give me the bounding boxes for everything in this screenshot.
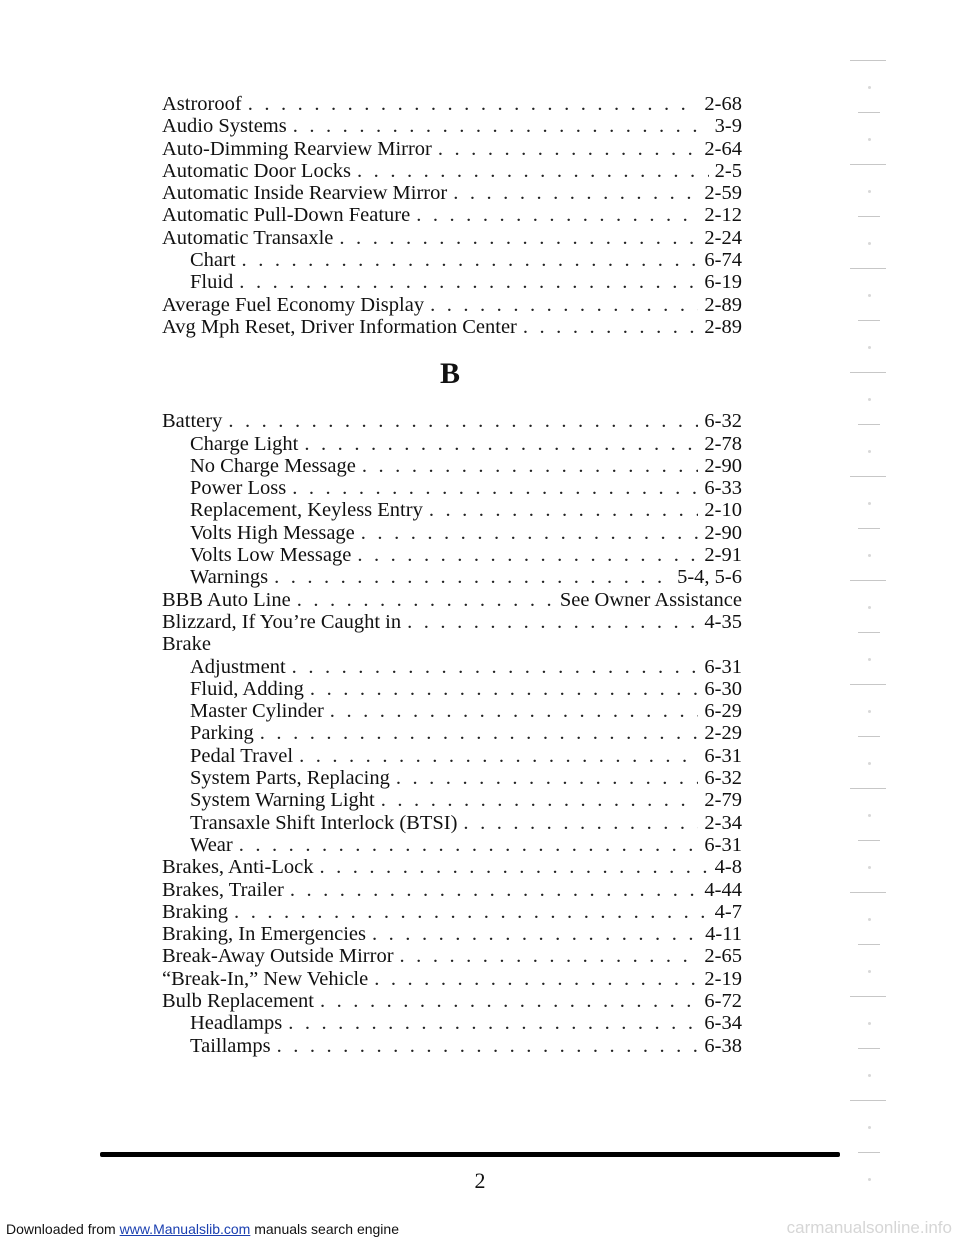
entry-page: 6-74: [704, 249, 742, 272]
scan-dot: [868, 658, 871, 661]
entry-page: 2-5: [714, 159, 742, 182]
entry-page: 6-33: [704, 477, 742, 500]
entry-page: 6-29: [704, 700, 742, 723]
entry-page: 4-11: [705, 923, 742, 946]
leader-dots: [234, 901, 709, 923]
entry-label: Brake: [162, 633, 211, 656]
entry-label: Battery: [162, 410, 223, 433]
index-entry: [162, 789, 742, 811]
index-entry: [162, 93, 742, 115]
leader-dots: [372, 923, 699, 945]
leader-dots: [407, 611, 698, 633]
entry-label: Astroroof: [162, 93, 242, 115]
section-letter-b: B: [439, 357, 460, 391]
entry-label: Auto-Dimming Rearview Mirror: [162, 137, 432, 160]
entry-page: 2-59: [704, 182, 742, 205]
entry-page: See Owner Assistance: [559, 588, 742, 611]
scan-dot: [868, 138, 871, 141]
index-entry: [162, 204, 742, 226]
entry-page: 2-91: [704, 544, 742, 567]
leader-dots: [299, 745, 698, 767]
leader-dots: [416, 204, 698, 226]
leader-dots: [290, 879, 699, 901]
leader-dots: [362, 455, 699, 477]
entry-label: Break-Away Outside Mirror: [162, 945, 394, 968]
scan-tick: [858, 840, 880, 841]
margin-scan-marks: [850, 40, 910, 1160]
index-entry: [162, 271, 742, 293]
entry-page: 2-90: [704, 454, 742, 477]
index-entry: [162, 522, 742, 544]
index-entry: [162, 945, 742, 967]
index-entry: [162, 138, 742, 160]
scan-tick: [850, 996, 886, 997]
index-entry: [162, 656, 742, 678]
entry-label: Parking: [190, 722, 254, 745]
entry-label: Warnings: [190, 566, 269, 589]
index-entry: [162, 316, 742, 338]
scan-tick: [850, 476, 886, 477]
scan-dot: [868, 502, 871, 505]
scan-dot: [868, 294, 871, 297]
entry-page: 2-12: [704, 204, 742, 227]
leader-dots: [381, 789, 699, 811]
index-entry: [162, 499, 742, 521]
leader-dots: [453, 182, 698, 204]
entry-label: Fluid, Adding: [190, 677, 304, 700]
scan-tick: [850, 1100, 886, 1101]
entry-page: 2-10: [704, 499, 742, 522]
entry-page: 4-8: [714, 856, 742, 879]
entry-label: Average Fuel Economy Display: [162, 293, 425, 316]
entry-page: 3-9: [714, 115, 742, 138]
entry-page: 2-24: [704, 226, 742, 249]
scan-tick: [850, 684, 886, 685]
scan-dot: [868, 450, 871, 453]
entry-page: 6-34: [704, 1012, 742, 1035]
scan-dot: [868, 346, 871, 349]
entry-page: 2-19: [704, 967, 742, 990]
scan-dot: [868, 1074, 871, 1077]
leader-dots: [429, 499, 699, 521]
leader-dots: [297, 589, 554, 611]
entry-page: 2-65: [704, 945, 742, 968]
scan-dot: [868, 190, 871, 193]
entry-page: 5-4, 5-6: [677, 566, 742, 589]
index-entry: [162, 901, 742, 923]
index-entry: [162, 589, 742, 611]
leader-dots: [357, 160, 709, 182]
entry-label: Power Loss: [190, 477, 287, 500]
entry-label: Wear: [190, 833, 233, 856]
entry-label: Taillamps: [190, 1034, 271, 1057]
scan-dot: [868, 866, 871, 869]
index-entry: [162, 566, 742, 588]
entry-label: Brakes, Trailer: [162, 878, 284, 901]
entry-label: Pedal Travel: [190, 744, 294, 767]
leader-dots: [400, 945, 699, 967]
index-entry: [162, 182, 742, 204]
entry-page: 2-89: [704, 315, 742, 338]
index-entry: [162, 812, 742, 834]
leader-dots: [239, 271, 698, 293]
leader-dots: [374, 968, 698, 990]
scan-tick: [858, 736, 880, 737]
leader-dots: [260, 722, 699, 744]
entry-page: 2-78: [704, 432, 742, 455]
scan-tick: [850, 164, 886, 165]
scan-dot: [868, 814, 871, 817]
index-entry: [162, 249, 742, 271]
scan-dot: [868, 1022, 871, 1025]
entry-label: Volts Low Message: [190, 544, 352, 567]
entry-page: 6-31: [704, 655, 742, 678]
page-number: 2: [474, 1168, 486, 1193]
scan-dot: [868, 554, 871, 557]
index-entry: [162, 611, 742, 633]
entry-page: 6-72: [704, 989, 742, 1012]
entry-page: 2-34: [704, 811, 742, 834]
index-entry: [162, 294, 742, 316]
manualslib-link[interactable]: www.Manualslib.com: [119, 1221, 251, 1237]
leader-dots: [320, 990, 698, 1012]
leader-dots: [277, 1035, 699, 1057]
entry-page: 2-79: [704, 789, 742, 812]
scan-tick: [858, 1048, 880, 1049]
entry-label: Volts High Message: [190, 521, 355, 544]
entry-label: BBB Auto Line: [162, 588, 291, 611]
entry-page: 2-68: [704, 93, 742, 115]
entry-label: Audio Systems: [162, 115, 287, 138]
index-page: [162, 93, 742, 1057]
index-entry: [162, 1012, 742, 1034]
leader-dots: [319, 856, 708, 878]
entry-page: 6-31: [704, 833, 742, 856]
leader-dots: [357, 544, 698, 566]
leader-dots: [293, 115, 709, 137]
entry-page: 6-32: [704, 410, 742, 433]
index-entry: [162, 1035, 742, 1057]
entry-label: System Parts, Replacing: [190, 767, 390, 790]
index-entry: [162, 227, 742, 249]
scan-dot: [868, 606, 871, 609]
scan-dot: [868, 970, 871, 973]
entry-label: Automatic Door Locks: [162, 159, 352, 182]
entry-label: Avg Mph Reset, Driver Information Center: [162, 315, 517, 338]
leader-dots: [239, 834, 699, 856]
leader-dots: [463, 812, 698, 834]
index-entry: [162, 879, 742, 901]
entry-label: Brakes, Anti-Lock: [162, 856, 314, 879]
scan-tick: [858, 1152, 880, 1153]
entry-label: Fluid: [190, 271, 234, 294]
index-entry: [162, 856, 742, 878]
index-entry: [162, 834, 742, 856]
entry-label: Automatic Transaxle: [162, 226, 334, 249]
entry-label: Chart: [190, 249, 236, 272]
leader-dots: [292, 477, 698, 499]
scan-tick: [858, 216, 880, 217]
watermark: carmanualsonline.info: [786, 1218, 952, 1237]
scan-dot: [868, 918, 871, 921]
entry-page: 4-44: [704, 878, 742, 901]
index-entry: [162, 678, 742, 700]
scan-tick: [858, 424, 880, 425]
index-section-b: [162, 410, 742, 1057]
index-section-a: [162, 93, 742, 338]
scan-dot: [868, 86, 871, 89]
leader-dots: [288, 1012, 698, 1034]
entry-label: “Break-In,” New Vehicle: [162, 967, 369, 990]
entry-label: Blizzard, If You’re Caught in: [162, 610, 402, 633]
scan-tick: [850, 372, 886, 373]
index-entry: [162, 990, 742, 1012]
index-entry: [162, 115, 742, 137]
index-entry: [162, 544, 742, 566]
scan-tick: [850, 788, 886, 789]
index-entry: [162, 433, 742, 455]
entry-label: Transaxle Shift Interlock (BTSI): [190, 811, 458, 834]
entry-label: Automatic Inside Rearview Mirror: [162, 182, 448, 205]
scan-tick: [858, 320, 880, 321]
leader-dots: [523, 316, 699, 338]
index-entry: [162, 722, 742, 744]
index-entry: [162, 455, 742, 477]
leader-dots: [430, 294, 698, 316]
footer-prefix: Downloaded from: [6, 1221, 116, 1237]
entry-page: 6-31: [704, 744, 742, 767]
leader-dots: [228, 410, 698, 432]
entry-page: 6-19: [704, 271, 742, 294]
leader-dots: [304, 433, 698, 455]
scan-dot: [868, 762, 871, 765]
scan-tick: [858, 528, 880, 529]
entry-label: Master Cylinder: [190, 700, 324, 723]
entry-label: Braking: [162, 900, 229, 923]
entry-page: 6-30: [704, 677, 742, 700]
leader-dots: [248, 93, 699, 115]
entry-page: 6-32: [704, 767, 742, 790]
entry-label: Braking, In Emergencies: [162, 923, 366, 946]
leader-dots: [274, 566, 671, 588]
entry-page: 2-90: [704, 521, 742, 544]
entry-label: Automatic Pull-Down Feature: [162, 204, 411, 227]
download-footer: [6, 1221, 399, 1237]
entry-page: 4-7: [714, 900, 742, 923]
scan-dot: [868, 242, 871, 245]
leader-dots: [242, 249, 699, 271]
leader-dots: [361, 522, 699, 544]
entry-label: Replacement, Keyless Entry: [190, 499, 423, 522]
entry-page: 2-29: [704, 722, 742, 745]
scan-dot: [868, 710, 871, 713]
leader-dots: [396, 767, 699, 789]
index-entry: [162, 745, 742, 767]
entry-page: 4-35: [704, 610, 742, 633]
entry-label: Bulb Replacement: [162, 989, 314, 1012]
entry-label: Headlamps: [190, 1012, 283, 1035]
leader-dots: [310, 678, 699, 700]
scan-dot: [868, 1126, 871, 1129]
entry-label: System Warning Light: [190, 789, 375, 812]
entry-page: 6-38: [704, 1034, 742, 1057]
entry-label: Adjustment: [190, 655, 286, 678]
leader-dots: [339, 227, 698, 249]
index-entry: [162, 968, 742, 990]
scan-tick: [850, 60, 886, 61]
index-entry: [162, 160, 742, 182]
scan-tick: [858, 632, 880, 633]
index-entry: [162, 633, 742, 655]
index-entry: [162, 477, 742, 499]
leader-dots: [438, 138, 699, 160]
scan-tick: [850, 580, 886, 581]
entry-label: No Charge Message: [190, 454, 356, 477]
leader-dots: [330, 700, 699, 722]
index-entry: [162, 700, 742, 722]
entry-page: 2-89: [704, 293, 742, 316]
index-entry: [162, 410, 742, 432]
scan-tick: [858, 944, 880, 945]
scan-tick: [850, 892, 886, 893]
scan-dot: [868, 398, 871, 401]
footer-rule: [100, 1152, 840, 1157]
footer-suffix: manuals search engine: [254, 1221, 399, 1237]
index-entry: [162, 767, 742, 789]
entry-label: Charge Light: [190, 432, 299, 455]
scan-tick: [850, 268, 886, 269]
index-entry: [162, 923, 742, 945]
leader-dots: [292, 656, 699, 678]
entry-page: 2-64: [704, 137, 742, 160]
scan-tick: [858, 112, 880, 113]
